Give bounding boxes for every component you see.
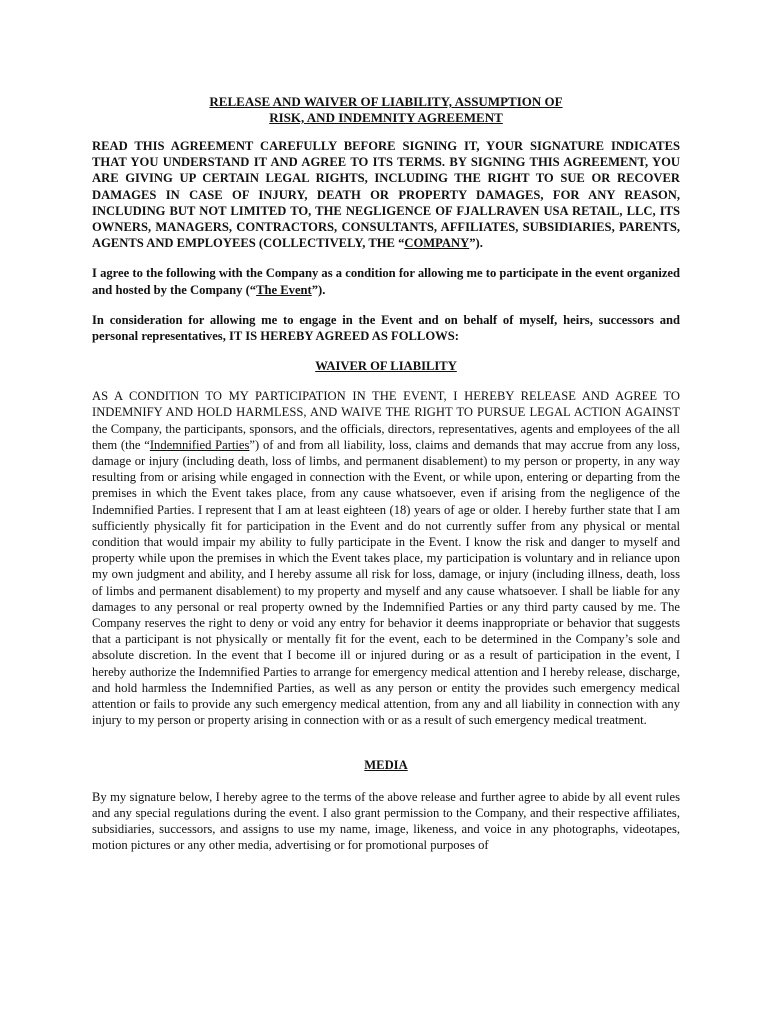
intro-caps-closing: ”). <box>469 236 483 251</box>
event-defined-term: The Event <box>256 282 312 297</box>
media-paragraph: By my signature below, I hereby agree to the terms of the above release and further agree to abide by all event rules and any special regulations during the event. I also grant permission to the Company, and their respective affiliates, subsidiaries, successors, and assigns to use my name, image, likeness, and voice in any photographs, videotapes, motion pictures or any other media, advertising or for promotional purposes of <box>92 789 680 853</box>
title-line-2: RISK, AND INDEMNITY AGREEMENT <box>269 110 503 125</box>
waiver-paragraph <box>92 388 680 728</box>
media-heading: MEDIA <box>364 757 408 772</box>
document-page <box>92 94 680 853</box>
event-paragraph <box>92 265 680 297</box>
waiver-heading: WAIVER OF LIABILITY <box>315 359 457 374</box>
waiver-text-start: AS A CONDITION TO MY PARTICIPATION IN THE EVENT, I HEREBY RELEASE AND AGREE TO INDEMNIFY AND HOLD HARMLESS, AND WAIVE THE RIGHT TO PURSUE LEGAL ACTION AGAINST the Company, the participants, sponsors, and the officials, directors, representatives, agents and employees of the all them (the “ <box>92 389 680 452</box>
document-title <box>92 94 680 126</box>
intro-caps-paragraph <box>92 138 680 251</box>
event-paragraph-text: I agree to the following with the Company as a condition for allowing me to participate in the event organized and hosted by the Company (“ <box>92 266 680 297</box>
indemnified-parties-term: Indemnified Parties <box>149 437 250 452</box>
waiver-text-rest: ”) of and from all liability, loss, claims and demands that may accrue from any loss, damage or injury (including death, loss of limbs, and permanent disablement) to my person or property, in any way resulting from or arising while engaged in connection with the Event, or while upon, entering or departing from the premises in which the Event takes place, from any cause whatsoever, even if arising from the negligence of the Indemnified Parties. I represent that I am at least eighteen (18) years of age or older. I hereby further state that I am sufficiently physically fit for participation in the Event and do not currently suffer from any physical or mental condition that would impair my ability to fully participate in the Event. I know the risk and danger to myself and property while upon the premises in which the Event takes place, my participation is voluntary and in reliance upon my own judgment and ability, and I hereby assume all risk for loss, damage, or injury (including illness, death, loss of limbs and permanent disablement) to my property and myself and any cause whatsoever. I shall be liable for any damages to any personal or real property owned by the Indemnified Parties or any third party caused by me. The Company reserves the right to deny or void any entry for behavior it deems inappropriate or behavior that suggests that a participant is not physically or mentally fit for the event, each to be determined in the Company’s sole and absolute discretion. In the event that I become ill or injured during or as a result of participation in the event, I hereby authorize the Indemnified Parties to arrange for emergency medical attention and I hereby release, discharge, and hold harmless the Indemnified Parties, as well as any person or entity the provides such emergency medical attention or fails to provide any such emergency medical attention, from any and all liability in connection with any injury to my person or property arising in connection with or as a result of such emergency medical treatment. <box>92 437 680 728</box>
company-defined-term: COMPANY <box>404 236 470 251</box>
intro-caps-text: READ THIS AGREEMENT CAREFULLY BEFORE SIGNING IT, YOUR SIGNATURE INDICATES THAT YOU UNDERSTAND IT AND AGREE TO ITS TERMS. BY SIGNING THIS AGREEMENT, YOU ARE GIVING UP CERTAIN LEGAL RIGHTS, INCLUDING THE RIGHT TO SUE OR RECOVER DAMAGES IN CASE OF INJURY, DEATH OR PROPERTY DAMAGES, FOR ANY REASON, INCLUDING BUT NOT LIMITED TO, THE NEGLIGENCE OF FJALLRAVEN USA RETAIL, LLC, ITS OWNERS, MANAGERS, CONTRACTORS, CONSULTANTS, AFFILIATES, SUBSIDIARIES, PARENTS, AGENTS AND EMPLOYEES (COLLECTIVELY, THE “ <box>92 139 680 251</box>
title-line-1: RELEASE AND WAIVER OF LIABILITY, ASSUMPTION OF <box>209 94 563 109</box>
consideration-paragraph: In consideration for allowing me to engage in the Event and on behalf of myself, heirs, successors and personal representatives, IT IS HEREBY AGREED AS FOLLOWS: <box>92 312 680 344</box>
event-paragraph-closing: ”). <box>311 282 326 297</box>
